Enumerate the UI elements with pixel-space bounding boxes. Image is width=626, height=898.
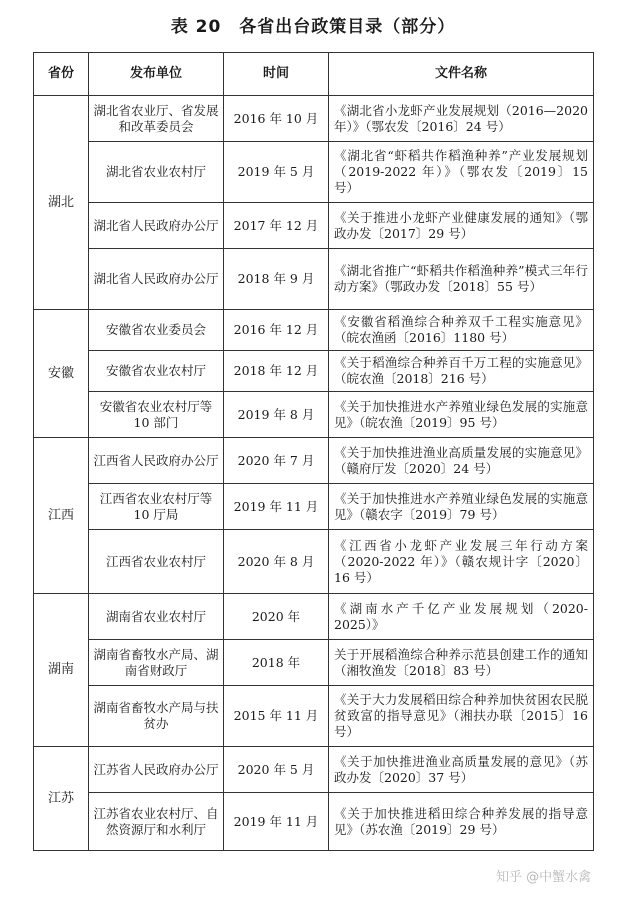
table-row (34, 438, 594, 484)
time-cell: 2019 年 11 月 (224, 484, 329, 530)
policy-table (33, 52, 594, 851)
time-cell: 2016 年 10 月 (224, 96, 329, 142)
table-row (34, 640, 594, 686)
table-row (34, 249, 594, 310)
document-cell: 《湖北省小龙虾产业发展规划（2016—2020 年）》（鄂农发〔2016〕24 号） (329, 96, 594, 142)
time-cell: 2019 年 11 月 (224, 793, 329, 851)
table-row (34, 203, 594, 249)
document-cell: 《关于加快推进水产养殖业绿色发展的实施意见》（皖农渔〔2019〕95 号） (329, 392, 594, 438)
province-cell: 湖北 (34, 96, 89, 310)
time-cell: 2020 年 5 月 (224, 747, 329, 793)
document-cell: 关于开展稻渔综合种养示范县创建工作的通知（湘牧渔发〔2018〕83 号） (329, 640, 594, 686)
header-unit: 发布单位 (89, 53, 224, 96)
time-cell: 2018 年 9 月 (224, 249, 329, 310)
document-cell: 《关于加快推进渔业高质量发展的实施意见》（赣府厅发〔2020〕24 号） (329, 438, 594, 484)
document-cell: 《关于加快推进水产养殖业绿色发展的实施意见》（赣农字〔2019〕79 号） (329, 484, 594, 530)
time-cell: 2019 年 8 月 (224, 392, 329, 438)
time-cell: 2015 年 11 月 (224, 686, 329, 747)
document-cell: 《湖北省“虾稻共作稻渔种养”产业发展规划（2019-2022 年）》（鄂农发〔2019〕15 号） (329, 142, 594, 203)
table-row (34, 530, 594, 594)
unit-cell: 江苏省农业农村厅、自然资源厅和水利厅 (89, 793, 224, 851)
document-cell: 《关于大力发展稻田综合种养加快贫困农民脱贫致富的指导意见》（湘扶办联〔2015〕16 号） (329, 686, 594, 747)
unit-cell: 湖南省畜牧水产局与扶贫办 (89, 686, 224, 747)
time-cell: 2018 年 12 月 (224, 351, 329, 392)
table-title: 表 20 各省出台政策目录（部分） (170, 17, 456, 37)
document-cell: 《安徽省稻渔综合种养双千工程实施意见》（皖农渔函〔2016〕1180 号） (329, 310, 594, 351)
document-cell: 《江西省小龙虾产业发展三年行动方案（2020-2022 年）》（赣农规计字〔2020〕16 号） (329, 530, 594, 594)
watermark: 知乎 @中蟹水禽 (496, 870, 592, 885)
province-cell: 江苏 (34, 747, 89, 851)
unit-cell: 安徽省农业农村厅 (89, 351, 224, 392)
table-row (34, 594, 594, 640)
province-cell: 江西 (34, 438, 89, 594)
time-cell: 2016 年 12 月 (224, 310, 329, 351)
unit-cell: 湖南省农业农村厅 (89, 594, 224, 640)
unit-cell: 安徽省农业委员会 (89, 310, 224, 351)
unit-cell: 江西省农业农村厅 (89, 530, 224, 594)
table-row (34, 793, 594, 851)
header-time: 时间 (224, 53, 329, 96)
document-cell: 《关于加快推进稻田综合种养发展的指导意见》（苏农渔〔2019〕29 号） (329, 793, 594, 851)
header-row (34, 53, 594, 96)
table-row (34, 351, 594, 392)
document-cell: 《关于稻渔综合种养百千万工程的实施意见》（皖农渔〔2018〕216 号） (329, 351, 594, 392)
table-row (34, 310, 594, 351)
header-province: 省份 (34, 53, 89, 96)
document-cell: 《关于推进小龙虾产业健康发展的通知》（鄂政办发〔2017〕29 号） (329, 203, 594, 249)
table-row (34, 686, 594, 747)
unit-cell: 湖北省人民政府办公厅 (89, 203, 224, 249)
time-cell: 2018 年 (224, 640, 329, 686)
table-row (34, 747, 594, 793)
unit-cell: 湖北省农业农村厅 (89, 142, 224, 203)
time-cell: 2020 年 8 月 (224, 530, 329, 594)
table-row (34, 96, 594, 142)
time-cell: 2017 年 12 月 (224, 203, 329, 249)
table-row (34, 484, 594, 530)
unit-cell: 湖北省农业厅、省发展和改革委员会 (89, 96, 224, 142)
unit-cell: 湖北省人民政府办公厅 (89, 249, 224, 310)
province-cell: 湖南 (34, 594, 89, 747)
document-cell: 《关于加快推进渔业高质量发展的意见》（苏政办发〔2020〕37 号） (329, 747, 594, 793)
unit-cell: 安徽省农业农村厅等 10 部门 (89, 392, 224, 438)
time-cell: 2020 年 (224, 594, 329, 640)
table-row (34, 392, 594, 438)
time-cell: 2019 年 5 月 (224, 142, 329, 203)
header-document: 文件名称 (329, 53, 594, 96)
unit-cell: 江西省人民政府办公厅 (89, 438, 224, 484)
table-row (34, 142, 594, 203)
unit-cell: 江西省农业农村厅等 10 厅局 (89, 484, 224, 530)
document-cell: 《湖南水产千亿产业发展规划（2020-2025）》 (329, 594, 594, 640)
time-cell: 2020 年 7 月 (224, 438, 329, 484)
unit-cell: 江苏省人民政府办公厅 (89, 747, 224, 793)
province-cell: 安徽 (34, 310, 89, 438)
unit-cell: 湖南省畜牧水产局、湖南省财政厅 (89, 640, 224, 686)
document-cell: 《湖北省推广“虾稻共作稻渔种养”模式三年行动方案》（鄂政办发〔2018〕55 号） (329, 249, 594, 310)
